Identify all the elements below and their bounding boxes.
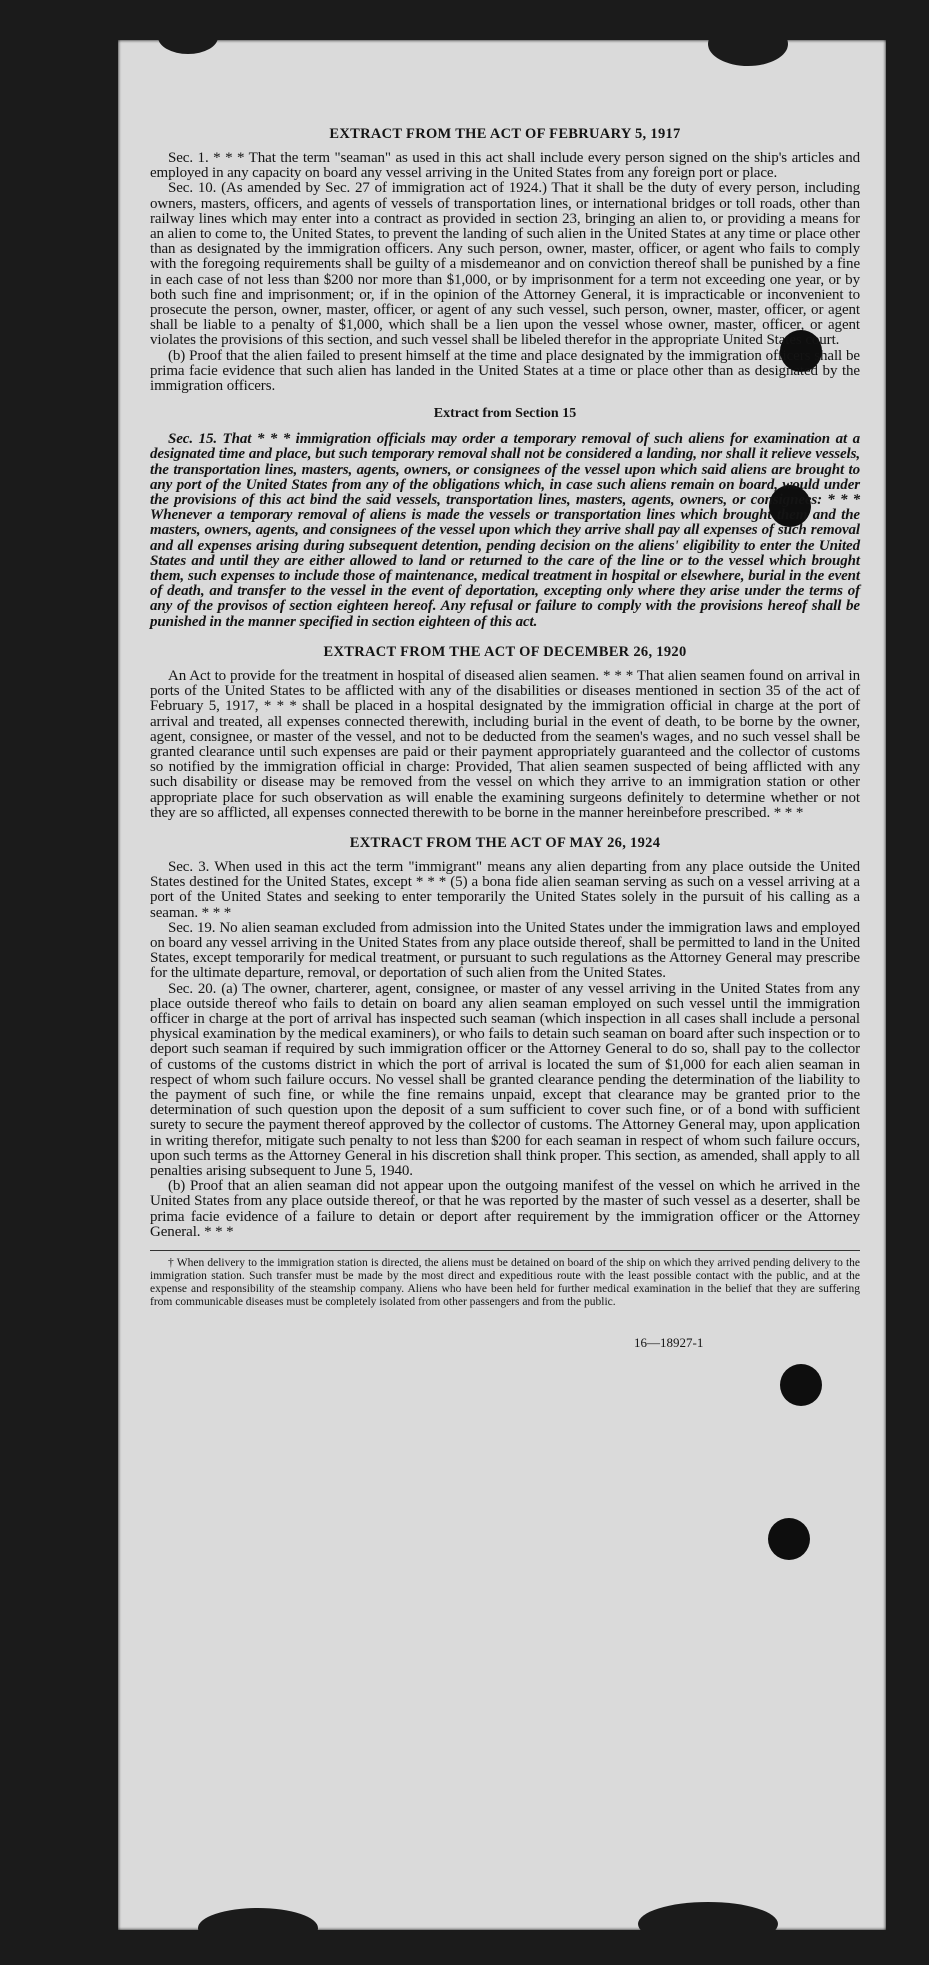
section-1-paragraph: Sec. 1. * * * That the term "seaman" as used in this act shall include every person signed on the ship's articles and employed in any capacity on board any vessel arriving in the United States from any foreign port or place. bbox=[150, 150, 860, 182]
section-3-paragraph: Sec. 3. When used in this act the term "immigrant" means any alien departing from any place outside the United States destined for the United States, except * * * (5) a bona fide alien seaman serving as such on a vessel arriving at a port of the United States and seeking to enter temporarily the United States solely in the pursuit of his calling as a seaman. * * * bbox=[150, 858, 860, 921]
section-20b-paragraph: (b) Proof that an alien seaman did not appear upon the outgoing manifest of the vessel on which he arrived in the United States from any place outside thereof, or that he was reported by the master of such vessel as a deserter, shall be prima facie evidence of a failure to detain or deport after requirement by the immigration officer or the Attorney General. * * * bbox=[150, 1178, 860, 1240]
section-20a-paragraph: Sec. 20. (a) The owner, charterer, agent, consignee, or master of any vessel arriving in the United States from any place outside thereof who fails to detain on board any alien seaman employed on such vessel until the immigration officer in charge at the port of arrival has inspected such seaman (which inspection in all cases shall include a personal physical examination by the medical examiners), or who fails to detain such seaman on board after such inspection or to deport such seaman if required by such immigration officer or the Attorney General to do so, shall pay to the collector of customs of the customs district in which the port of arrival is located the sum of $1,000 for each alien seaman in respect of whom such failure occurs. No vessel shall be granted clearance pending the determination of the liability to the payment of such fine, or while the fine remains unpaid, except that clearance may be granted prior to the determination of such question upon the deposit of a sum sufficient to cover such fine, or of a bond with sufficient surety to secure the payment thereof approved by the collector of customs. The Attorney General may, upon application in writing therefor, mitigate such penalty to not less than $200 for each seaman in respect of whom such failure occurs, upon such terms as the Attorney General in his discretion shall think proper. This section, as amended, shall apply to all penalties arising subsequent to June 5, 1940. bbox=[150, 980, 860, 1179]
punch-hole bbox=[780, 1364, 822, 1406]
section-15-paragraph: Sec. 15. That * * * immigration officials may order a temporary removal of such aliens for examination at a designated time and place, but such temporary removal shall not be considered a landing, nor shall it relieve vessels, the transportation lines, masters, agents, owners, or consignees of the vessel upon which said aliens are brought to any port of the United States from any of the obligations which, in case such aliens remain on board, would under the provisions of this act bind the said vessels, transportation lines, masters, agents, owners, or consignees: * * * Whenever a temporary removal of aliens is made the vessels or transportation lines which brought them and the masters, owners, agents, and consignees of the vessel upon which they arrive shall pay all expenses of such removal and all expenses arising during subsequent detention, pending decision on the aliens' eligibility to enter the United States and until they are either allowed to land or returned to the care of the line or to the vessel which brought them, such expenses to include those of maintenance, medical treatment in hospital or elsewhere, burial in the event of death, and transfer to the vessel in the event of deportation, excepting only where they arise under the terms of any of the provisos of section eighteen hereof. Any refusal or failure to comply with the provisions hereof shall be punished in the manner specified in section eighteen of this act. bbox=[150, 431, 860, 630]
heading-act-1917: EXTRACT FROM THE ACT OF FEBRUARY 5, 1917 bbox=[329, 126, 681, 142]
form-number: 16—18927-1 bbox=[634, 1335, 704, 1350]
document-body bbox=[150, 126, 860, 1351]
heading-act-1924: EXTRACT FROM THE ACT OF MAY 26, 1924 bbox=[349, 834, 661, 851]
torn-edge-bottom-mid bbox=[638, 1902, 778, 1930]
torn-edge-top-left bbox=[158, 40, 218, 54]
subheading-section-15: Extract from Section 15 bbox=[433, 406, 577, 422]
torn-edge-bottom bbox=[198, 1908, 318, 1930]
section-19-paragraph: Sec. 19. No alien seaman excluded from admission into the United States under the immigration laws and employed on board any vessel arriving in the United States from any place outside thereof, shall be permitted to land in the United States, except temporarily for medical treatment, or pursuant to such regulations as the Attorney General may prescribe for the ultimate departure, removal, or deportation of such alien from the United States. bbox=[150, 919, 860, 982]
punch-hole bbox=[768, 1518, 810, 1560]
heading-act-1920: EXTRACT FROM THE ACT OF DECEMBER 26, 1920 bbox=[323, 643, 687, 660]
footnote: † When delivery to the immigration station is directed, the aliens must be detained on board of the ship on which they arrived pending delivery to the immigration station. Such transfer must be made by the most direct and expeditious route with the least possible contact with the public, and at the expense and responsibility of the steamship company. Aliens who have been held for further medical examination in the belief that they are suffering from communicable diseases must be completely isolated from other passengers and from the public. bbox=[150, 1257, 860, 1308]
section-10b-paragraph: (b) Proof that the alien failed to present himself at the time and place designated by the immigration officers shall be prima facie evidence that such alien has landed in the United States at a time or place other than as designated by the immigration officers. bbox=[150, 347, 860, 395]
footnote-divider bbox=[150, 1250, 860, 1251]
section-10-paragraph: Sec. 10. (As amended by Sec. 27 of immigration act of 1924.) That it shall be the duty of every person, including owners, masters, officers, and agents of vessels of transportation lines, or international bridges or toll roads, other than railway lines which may enter into a contract as provided in section 23, bringing an alien to, or providing a means for an alien to come to, the United States, to prevent the landing of such alien in the United States at any time or place other than as designated by the immigration officers. Any such person, owner, master, officer, or agent who fails to comply with the foregoing requirements shall be guilty of a misdemeanor and on conviction thereof shall be punished by a fine in each case of not less than $200 nor more than $1,000, or by imprisonment for a term not exceeding one year, or by both such fine and imprisonment; or, if in the opinion of the Attorney General, it is impracticable or inconvenient to prosecute the person, owner, master, officer, or agent of any such vessel, such person, owner, master, officer, or agent shall be liable to a penalty of $1,000, which shall be a lien upon the vessel whose owner, master, officer, or agent violates the provisions of this section, and such vessel shall be libeled therefor in the appropriate United States court. bbox=[150, 180, 860, 349]
document-page bbox=[118, 40, 886, 1930]
torn-edge-top-right bbox=[708, 40, 788, 66]
act-1920-paragraph: An Act to provide for the treatment in hospital of diseased alien seamen. * * * That alien seamen found on arrival in ports of the United States to be afflicted with any of the disabilities or diseases mentioned in section 35 of the act of February 5, 1917, * * * shall be placed in a hospital designated by the immigration official in charge at the port of arrival and treated, all expenses connected therewith, including burial in the event of death, to be borne by the owner, agent, consignee, or master of the vessel, and not to be deducted from the seamen's wages, and no such vessel shall be granted clearance until such expenses are paid or their payment appropriately guaranteed and the collector of customs so notified by the immigration official in charge: Provided, That alien seamen suspected of being afflicted with any such disability or disease may be removed from the vessel on which they arrive to an immigration station or other appropriate place for such observation as will enable the examining surgeons definitely to determine whether or not they are so afflicted, all expenses connected therewith to be borne in the manner hereinbefore prescribed. * * * bbox=[150, 667, 860, 821]
